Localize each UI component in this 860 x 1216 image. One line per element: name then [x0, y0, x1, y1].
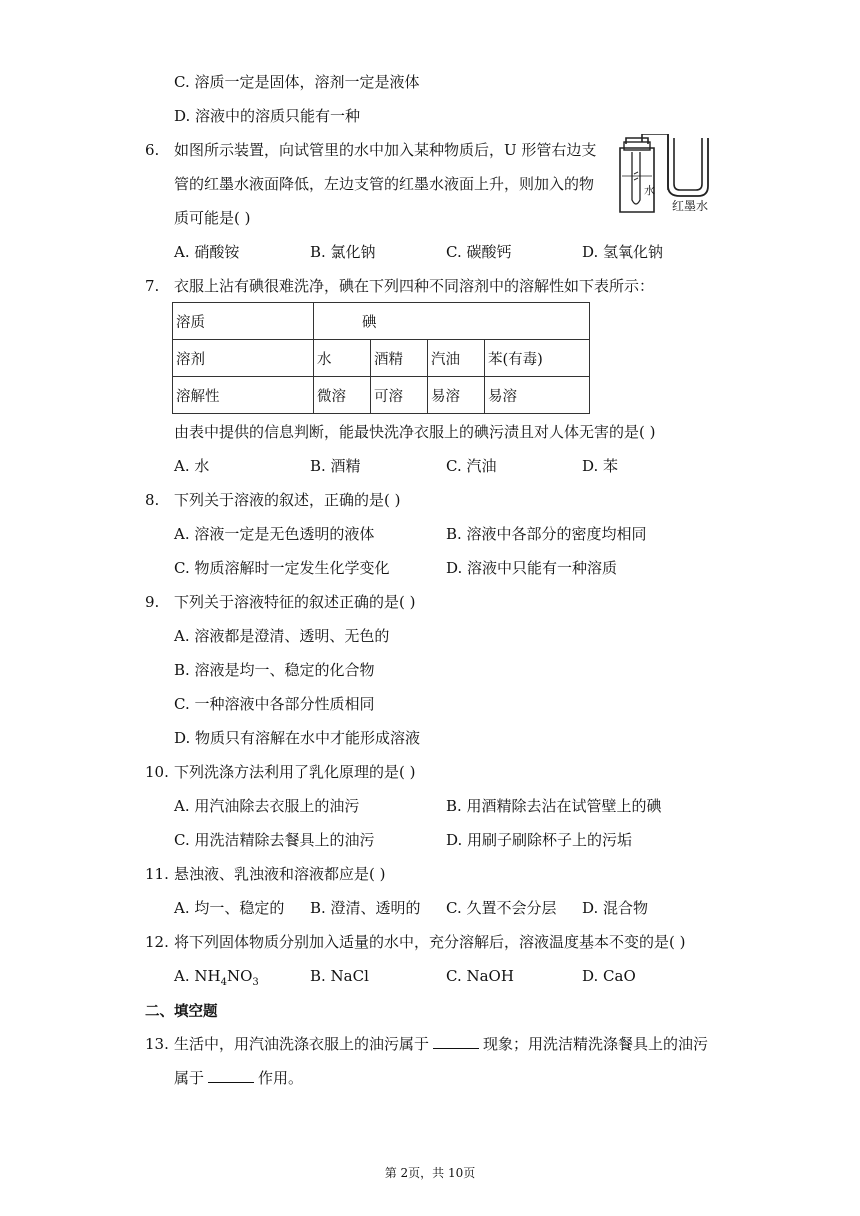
q13-text: 作用。: [258, 1069, 304, 1087]
q7-option-b: B. 酒精: [310, 457, 361, 475]
table-row: [173, 340, 590, 377]
q12-option-a: [174, 966, 259, 993]
q11-option-b: B. 澄清、透明的: [310, 899, 421, 917]
q13-text: 现象；用洗洁精洗涤餐具上的油污: [483, 1035, 709, 1053]
q12-option-b: B. NaCl: [310, 967, 369, 985]
table-cell: 碘: [314, 303, 590, 340]
q12-option-c: C. NaOH: [446, 967, 514, 985]
table-cell: 苯(有毒): [485, 340, 590, 377]
table-cell: 溶解性: [173, 377, 314, 414]
q9-option-d: D. 物质只有溶解在水中才能形成溶液: [174, 729, 421, 747]
answer-blank[interactable]: [208, 1068, 254, 1083]
q6-option-c: C. 碳酸钙: [446, 243, 512, 261]
q7-option-c: C. 汽油: [446, 457, 497, 475]
q11-option-d: D. 混合物: [582, 899, 649, 917]
subscript: 4: [220, 977, 227, 988]
table-cell: 溶剂: [173, 340, 314, 377]
section-heading-fill-in: 二、填空题: [145, 1004, 218, 1020]
q7-stem: 衣服上沾有碘很难洗净，碘在下列四种不同溶剂中的溶解性如下表所示：: [174, 277, 655, 295]
q9-number: 9.: [145, 593, 160, 611]
q9-option-a: A. 溶液都是澄清、透明、无色的: [174, 627, 390, 645]
table-row: [173, 303, 590, 340]
table-cell: 可溶: [371, 377, 428, 414]
q6-number: 6.: [145, 141, 160, 159]
table-cell: 水: [314, 340, 371, 377]
q6-stem-line3: 质可能是( ): [174, 209, 251, 227]
q11-option-c: C. 久置不会分层: [446, 899, 557, 917]
q8-number: 8.: [145, 491, 160, 509]
q6-option-a: A. 硝酸铵: [174, 243, 240, 261]
q12-stem: 将下列固体物质分别加入适量的水中，充分溶解后，溶液温度基本不变的是( ): [174, 933, 686, 951]
u-tube-apparatus-figure: [606, 134, 718, 216]
q11-number: 11.: [145, 865, 169, 883]
q9-stem: 下列关于溶液特征的叙述正确的是( ): [174, 593, 416, 611]
q12-option-d: D. CaO: [582, 967, 636, 985]
table-cell: 易溶: [428, 377, 485, 414]
q7-option-a: A. 水: [174, 457, 210, 475]
q6-stem-line1: 如图所示装置，向试管里的水中加入某种物质后，U 形管右边支: [174, 141, 597, 159]
subscript: 3: [252, 977, 259, 988]
table-cell: 汽油: [428, 340, 485, 377]
q11-stem: 悬浊液、乳浊液和溶液都应是( ): [174, 865, 386, 883]
q10-number: 10.: [145, 763, 169, 781]
q11-option-a: A. 均一、稳定的: [174, 899, 285, 917]
iodine-solubility-table: [172, 302, 590, 414]
q8-option-c: C. 物质溶解时一定发生化学变化: [174, 559, 390, 577]
q10-option-a: A. 用汽油除去衣服上的油污: [174, 797, 360, 815]
table-cell: 微溶: [314, 377, 371, 414]
q13-number: 13.: [145, 1035, 169, 1053]
q12-option-a-text: NO: [226, 967, 253, 985]
q7-number: 7.: [145, 277, 160, 295]
q6-stem-line2: 管的红墨水液面降低，左边支管的红墨水液面上升，则加入的物: [174, 175, 595, 193]
answer-blank[interactable]: [433, 1034, 479, 1049]
q12-option-a-text: A. NH: [174, 967, 221, 985]
q13-line2: [174, 1068, 303, 1088]
q10-option-d: D. 用刷子刷除杯子上的污垢: [446, 831, 633, 849]
q7-option-d: D. 苯: [582, 457, 619, 475]
table-cell: 溶质: [173, 303, 314, 340]
q5-option-d: D. 溶液中的溶质只能有一种: [174, 107, 361, 125]
q13-line1: [174, 1034, 708, 1054]
q8-option-d: D. 溶液中只能有一种溶质: [446, 559, 618, 577]
figure-label-water: 水: [644, 184, 655, 197]
q9-option-c: C. 一种溶液中各部分性质相同: [174, 695, 375, 713]
q7-question: 由表中提供的信息判断，能最快洗净衣服上的碘污渍且对人体无害的是( ): [174, 423, 656, 441]
q6-option-d: D. 氢氧化钠: [582, 243, 664, 261]
table-cell: 易溶: [485, 377, 590, 414]
q9-option-b: B. 溶液是均一、稳定的化合物: [174, 661, 375, 679]
q6-option-b: B. 氯化钠: [310, 243, 376, 261]
q5-option-c: C. 溶质一定是固体，溶剂一定是液体: [174, 73, 420, 91]
q13-text: 属于: [174, 1069, 205, 1087]
table-cell: 酒精: [371, 340, 428, 377]
q8-option-b: B. 溶液中各部分的密度均相同: [446, 525, 647, 543]
q12-number: 12.: [145, 933, 169, 951]
q10-stem: 下列洗涤方法利用了乳化原理的是( ): [174, 763, 416, 781]
figure-label-red-ink: 红墨水: [672, 199, 709, 213]
q8-stem: 下列关于溶液的叙述，正确的是( ): [174, 491, 401, 509]
q10-option-c: C. 用洗洁精除去餐具上的油污: [174, 831, 375, 849]
q10-option-b: B. 用酒精除去沾在试管壁上的碘: [446, 797, 662, 815]
page-footer: 第 2页，共 10页: [384, 1166, 476, 1180]
q13-text: 生活中，用汽油洗涤衣服上的油污属于: [174, 1035, 430, 1053]
q8-option-a: A. 溶液一定是无色透明的液体: [174, 525, 375, 543]
table-row: [173, 377, 590, 414]
